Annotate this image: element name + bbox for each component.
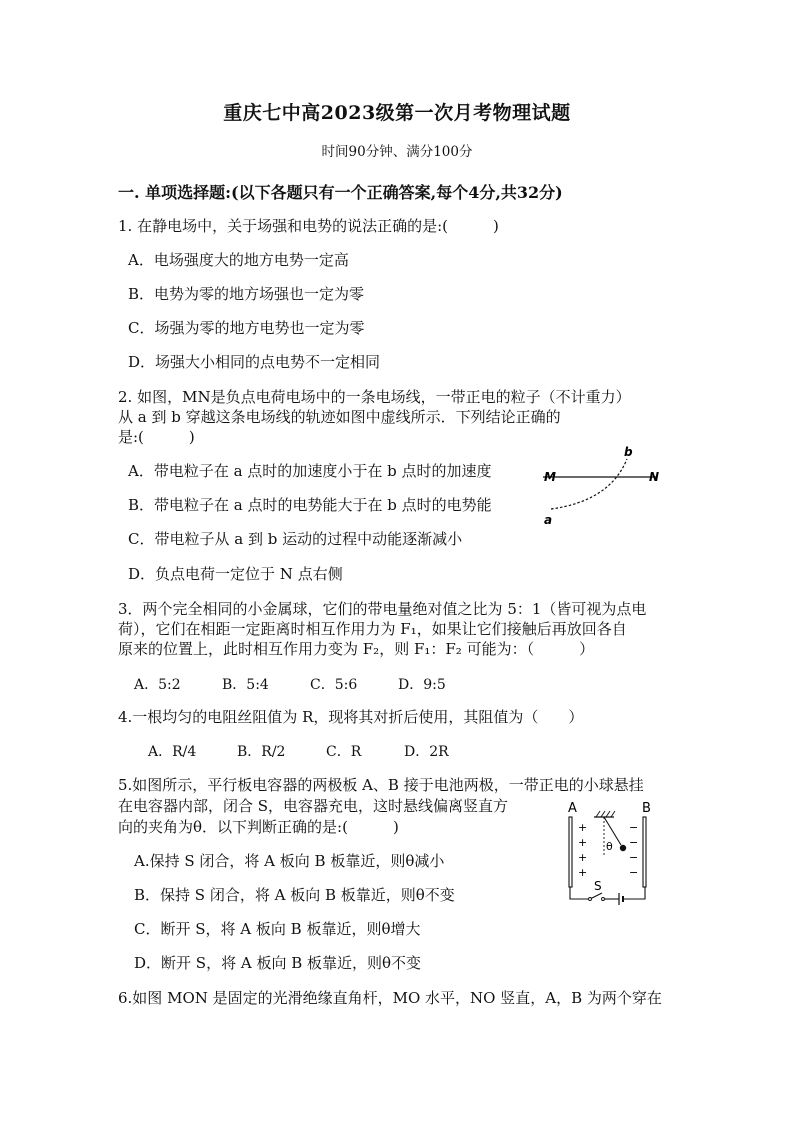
svg-text:−: −	[629, 851, 639, 864]
plate-a	[569, 817, 572, 887]
question-stem: 1. 在静电场中，关于场强和电势的说法正确的是:( )	[118, 217, 499, 235]
option-b: B．带电粒子在 a 点时的电势能大于在 b 点时的电势能	[128, 496, 492, 514]
option-d: D．负点电荷一定位于 N 点右侧	[128, 565, 343, 583]
plate-b	[643, 817, 646, 887]
option-b: B．电势为零的地方场强也一定为零	[128, 285, 365, 303]
label-plate-a: A	[568, 801, 577, 816]
label-m: M	[544, 470, 556, 484]
option-b: B．保持 S 闭合，将 A 板向 B 板靠近，则θ不变	[134, 886, 455, 904]
wire-right	[623, 887, 645, 899]
option-a: A．电场强度大的地方电势一定高	[128, 251, 349, 269]
question-stem: 从 a 到 b 穿越这条电场线的轨迹如图中虚线所示．下列结论正确的	[118, 408, 561, 426]
exam-info: 时间90分钟、满分100分	[321, 144, 473, 160]
label-a: a	[544, 513, 553, 527]
svg-text:−: −	[629, 836, 639, 849]
svg-text:−: −	[629, 866, 639, 879]
ceiling-hatch	[596, 811, 615, 817]
option-c: C．5:6	[310, 677, 358, 693]
label-n: N	[649, 470, 660, 484]
question-stem: 向的夹角为θ．以下判断正确的是:( )	[118, 818, 399, 836]
svg-text:−: −	[629, 821, 639, 834]
wire-left	[570, 887, 590, 899]
svg-text:+: +	[578, 851, 588, 864]
field-line-figure	[535, 443, 665, 528]
capacitor-figure	[556, 797, 666, 905]
trajectory-curve	[551, 459, 627, 509]
question-stem: 荷），它们在相距一定距离时相互作用力为 F₁，如果让它们接触后再放回各自	[118, 620, 627, 638]
option-c: C．断开 S，将 A 板向 B 板靠近，则θ增大	[134, 920, 421, 938]
option-d: D．2R	[404, 744, 449, 760]
option-c: C．带电粒子从 a 到 b 运动的过程中动能逐渐减小	[128, 530, 463, 548]
option-b: B．R/2	[237, 744, 286, 760]
option-a: A．R/4	[148, 744, 197, 760]
question-stem: 2. 如图，MN是负点电荷电场中的一条电场线，一带正电的粒子（不计重力）	[118, 388, 631, 406]
svg-text:+: +	[578, 866, 588, 879]
question-stem: 原来的位置上，此时相互作用力变为 F₂，则 F₁：F₂ 可能为：（ ）	[118, 640, 595, 658]
positive-charges	[578, 821, 587, 879]
question-stem: 3．两个完全相同的小金属球，它们的带电量绝对值之比为 5：1（皆可视为点电	[118, 600, 647, 618]
negative-charges	[629, 821, 638, 879]
label-b: b	[624, 445, 633, 459]
option-d: D．断开 S，将 A 板向 B 板靠近，则θ不变	[134, 954, 422, 972]
question-stem: 4.一根均匀的电阻丝阻值为 R，现将其对折后使用，其阻值为（ ）	[118, 708, 584, 726]
page-title: 重庆七中高2023级第一次月考物理试题	[223, 102, 571, 124]
option-d: D．场强大小相同的点电势不一定相同	[128, 353, 381, 371]
option-a: A．带电粒子在 a 点时的加速度小于在 b 点时的加速度	[128, 462, 492, 480]
label-plate-b: B	[642, 801, 651, 816]
section-heading: 一. 单项选择题:(以下各题只有一个正确答案,每个4分,共32分)	[118, 183, 563, 202]
option-d: D．9:5	[398, 677, 446, 693]
label-switch: S	[594, 879, 602, 893]
svg-text:+: +	[578, 836, 588, 849]
charged-ball	[620, 845, 626, 851]
option-a: A．5:2	[134, 677, 181, 693]
question-stem: 5.如图所示，平行板电容器的两极板 A、B 接于电池两极，一带正电的小球悬挂	[118, 776, 644, 794]
option-a: A.保持 S 闭合，将 A 板向 B 板靠近，则θ减小	[134, 852, 445, 870]
question-stem: 在电容器内部，闭合 S，电容器充电，这时悬线偏离竖直方	[118, 797, 509, 815]
question-stem: 6.如图 MON 是固定的光滑绝缘直角杆，MO 水平，NO 竖直，A，B 为两个穿在	[118, 989, 662, 1007]
svg-text:+: +	[578, 821, 588, 834]
option-c: C．场强为零的地方电势也一定为零	[128, 319, 365, 337]
option-b: B．5:4	[222, 677, 269, 693]
label-theta: θ	[606, 840, 613, 853]
option-c: C．R	[326, 744, 362, 760]
question-stem: 是:( )	[118, 428, 195, 446]
switch-s	[590, 893, 602, 899]
